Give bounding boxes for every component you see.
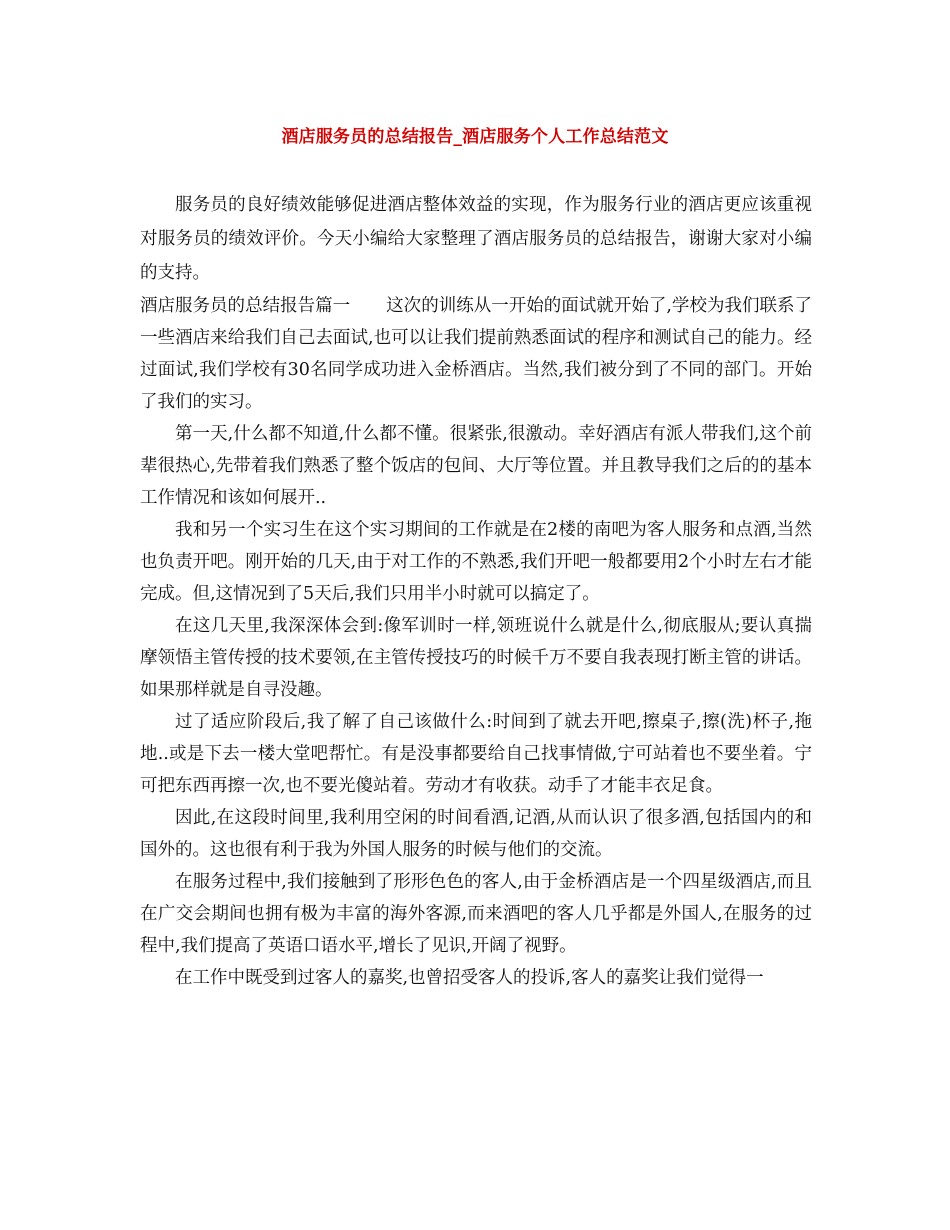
section-first-paragraph-text: 这次的训练从一开始的面试就开始了,学校为我们联系了一些酒店来给我们自己去面试,也可以让我们提前熟悉面试的程序和测试自己的能力。经过面试,我们学校有30名同学成功进入金桥酒店。当然,我们被分到了不同的部门。开始了我们的实习。 <box>140 296 813 412</box>
section-first-paragraph <box>140 290 812 418</box>
body-paragraph-4: 过了适应阶段后,我了解了自己该做什么:时间到了就去开吧,擦桌子,擦(洗)杯子,拖地..或是下去一楼大堂吧帮忙。有是没事都要给自己找事情做,宁可站着也不要坐着。宁可把东西再擦一次,也不要光傻站着。劳动才有收获。动手了才能丰衣足食。 <box>140 712 812 796</box>
body-paragraph-7: 在工作中既受到过客人的嘉奖,也曾招受客人的投诉,客人的嘉奖让我们觉得一 <box>175 968 764 988</box>
intro-paragraph: 服务员的良好绩效能够促进酒店整体效益的实现，作为服务行业的酒店更应该重视对服务员的绩效评价。今天小编给大家整理了酒店服务员的总结报告，谢谢大家对小编的支持。 <box>140 195 812 283</box>
document-title: 酒店服务员的总结报告_酒店服务个人工作总结范文 <box>281 127 669 147</box>
section-heading: 酒店服务员的总结报告篇一 <box>140 296 351 316</box>
body-paragraph-5: 因此,在这段时间里,我利用空闲的时间看酒,记酒,从而认识了很多酒,包括国内的和国外的。这也很有利于我为外国人服务的时候与他们的交流。 <box>140 808 812 860</box>
document-body <box>140 188 812 994</box>
body-paragraph-6: 在服务过程中,我们接触到了形形色色的客人,由于金桥酒店是一个四星级酒店,而且在广交会期间也拥有极为丰富的海外客源,而来酒吧的客人几乎都是外国人,在服务的过程中,我们提高了英语口语水平,增长了见识,开阔了视野。 <box>140 872 812 956</box>
body-paragraph-1: 第一天,什么都不知道,什么都不懂。很紧张,很激动。幸好酒店有派人带我们,这个前辈很热心,先带着我们熟悉了整个饭店的包间、大厅等位置。并且教导我们之后的的基本工作情况和该如何展开.. <box>140 424 812 508</box>
body-paragraph-3: 在这几天里,我深深体会到:像军训时一样,领班说什么就是什么,彻底服从;要认真揣摩领悟主管传授的技术要领,在主管传授技巧的时候千万不要自我表现打断主管的讲话。如果那样就是自寻没趣。 <box>140 616 812 700</box>
body-paragraph-2: 我和另一个实习生在这个实习期间的工作就是在2楼的南吧为客人服务和点酒,当然也负责开吧。刚开始的几天,由于对工作的不熟悉,我们开吧一般都要用2个小时左右才能完成。但,这情况到了5天后,我们只用半小时就可以搞定了。 <box>140 520 812 604</box>
